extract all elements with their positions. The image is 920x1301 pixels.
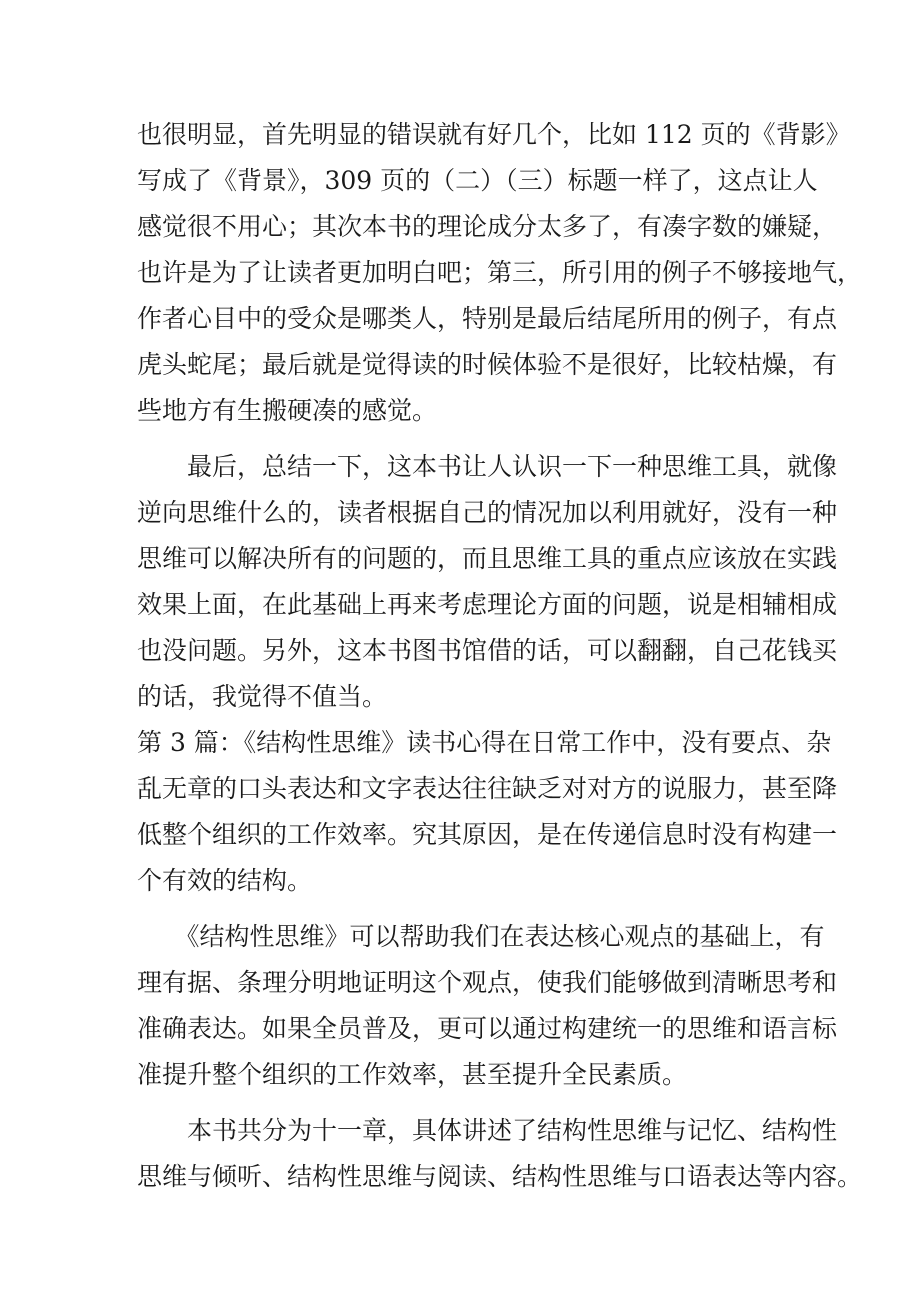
text-line: 逆向思维什么的，读者根据自己的情况加以利用就好，没有一种 <box>137 498 838 527</box>
paragraph-gap <box>137 904 797 914</box>
paragraph-4 <box>137 914 838 1098</box>
text-line: 最后，总结一下，这本书让人认识一下一种思维工具，就像 <box>137 452 838 481</box>
text-line: 作者心目中的受众是哪类人，特别是最后结尾所用的例子，有点 <box>137 304 838 333</box>
text-line: 个有效的结构。 <box>137 866 313 895</box>
text-line: 虎头蛇尾；最后就是觉得读的时候体验不是很好，比较枯燥，有 <box>137 350 838 379</box>
text-line: 《结构性思维》可以帮助我们在表达核心观点的基础上，有 <box>137 922 825 951</box>
text-line: 本书共分为十一章，具体讲述了结构性思维与记忆、结构性 <box>137 1116 838 1145</box>
text-line: 低整个组织的工作效率。究其原因，是在传递信息时没有构建一 <box>137 820 838 849</box>
paragraph-2 <box>137 444 838 720</box>
text-line: 也许是为了让读者更加明白吧；第三，所引用的例子不够接地气， <box>137 258 863 287</box>
text-line: 思维与倾听、结构性思维与阅读、结构性思维与口语表达等内容。 <box>137 1162 863 1191</box>
text-line: 准提升整个组织的工作效率，甚至提升全民素质。 <box>137 1060 688 1089</box>
text-line: 写成了《背景》，309 页的（二）（三）标题一样了，这点让人 <box>137 166 818 195</box>
paragraph-5 <box>137 1108 863 1200</box>
text-line: 理有据、条理分明地证明这个观点，使我们能够做到清晰思考和 <box>137 968 838 997</box>
section-heading-line: 第 3 篇：《结构性思维》读书心得在日常工作中，没有要点、杂 <box>137 728 832 757</box>
document-body <box>137 112 863 1200</box>
text-line: 也没问题。另外，这本书图书馆借的话，可以翻翻，自己花钱买 <box>137 636 838 665</box>
text-line: 乱无章的口头表达和文字表达往往缺乏对对方的说服力，甚至降 <box>137 774 838 803</box>
paragraph-gap <box>137 1098 797 1108</box>
text-line: 效果上面，在此基础上再来考虑理论方面的问题，说是相辅相成 <box>137 590 838 619</box>
text-line: 准确表达。如果全员普及，更可以通过构建统一的思维和语言标 <box>137 1014 838 1043</box>
text-line: 的话，我觉得不值当。 <box>137 682 388 711</box>
text-line: 也很明显，首先明显的错误就有好几个，比如 112 页的《背影》 <box>137 120 851 149</box>
paragraph-1 <box>137 112 863 434</box>
paragraph-gap <box>137 434 797 444</box>
paragraph-3 <box>137 720 838 904</box>
text-line: 些地方有生搬硬凑的感觉。 <box>137 396 438 425</box>
text-line: 感觉很不用心；其次本书的理论成分太多了，有凑字数的嫌疑， <box>137 212 838 241</box>
text-line: 思维可以解决所有的问题的，而且思维工具的重点应该放在实践 <box>137 544 838 573</box>
